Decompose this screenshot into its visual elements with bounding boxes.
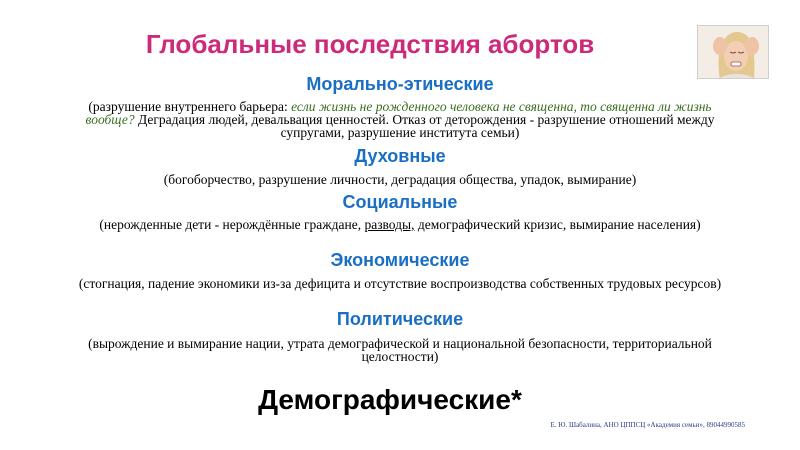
body-political: (вырождение и вымирание нации, утрата демографической и национальной безопасности, территориальной целостности) bbox=[88, 336, 712, 364]
body-moral-ethical-suffix: Деградация людей, девальвация ценностей. Отказ от деторождения - разрушение отношений между супругами, разрушение института семьи) bbox=[134, 112, 715, 140]
heading-political: Политические bbox=[336, 309, 464, 329]
heading-demographic: Демографические* bbox=[258, 384, 522, 415]
stressed-woman-photo bbox=[697, 25, 769, 79]
body-social-suffix: демографический кризис, вымирание населения) bbox=[414, 217, 701, 232]
body-spiritual: (богоборчество, разрушение личности, деградация общества, упадок, вымирание) bbox=[163, 172, 637, 187]
heading-economic: Экономические bbox=[330, 250, 470, 270]
slide-title: Глобальные последствия абортов bbox=[145, 29, 595, 59]
body-moral-ethical-quote: если жизнь не рожденного человека не священна, то священна ли жизнь вообще? bbox=[85, 99, 712, 127]
author-footer: Е. Ю. Шабалина, АНО ЦППСЦ «Академия семьи», 89044990585 bbox=[550, 421, 745, 429]
heading-moral-ethical: Морально-этические bbox=[306, 74, 494, 94]
woman-image-icon bbox=[698, 26, 769, 79]
body-social bbox=[75, 218, 725, 231]
body-social-prefix: (нерожденные дети - нерождённые граждане, bbox=[99, 217, 365, 232]
body-moral-ethical bbox=[75, 100, 725, 139]
body-economic: (стогнация, падение экономики из-за дефицита и отсутствие воспроизводства собственных трудовых ресурсов) bbox=[78, 276, 722, 291]
heading-social: Социальные bbox=[342, 192, 458, 212]
body-social-divorces: разводы, bbox=[364, 217, 415, 232]
heading-spiritual: Духовные bbox=[354, 146, 446, 166]
body-moral-ethical-prefix: (разрушение внутреннего барьера: bbox=[88, 99, 292, 114]
